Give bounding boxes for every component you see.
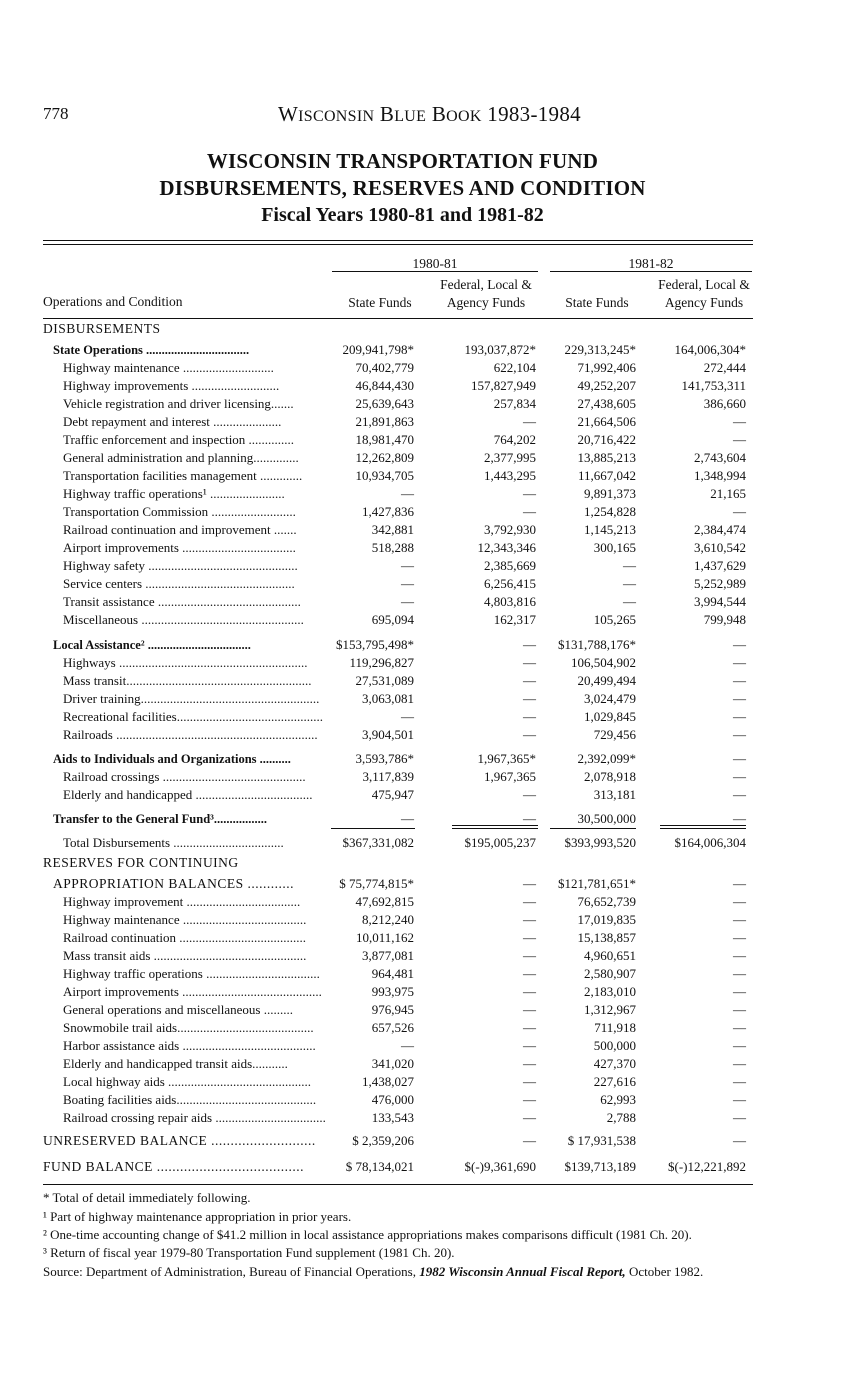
row-label: Highway improvements ........................... [63,378,280,393]
cell-c1: 695,094 [371,612,414,627]
cell-c3: 300,165 [593,540,636,555]
cell-c4: 2,384,474 [694,522,746,537]
cell-c1: 12,262,809 [355,450,414,465]
cell-c4: — [733,655,746,670]
cell-c2: 12,343,346 [477,540,536,555]
cell-c1: $153,795,498* [336,637,414,652]
table-row [0,593,859,611]
cell-c2: $(-)9,361,690 [464,1159,536,1174]
cell-c2: — [523,1133,536,1148]
cell-c4: — [733,673,746,688]
table-row [0,521,859,539]
cell-c1: $ 75,774,815* [339,876,414,891]
table-row [0,341,859,359]
cell-c1: 10,934,705 [355,468,414,483]
cell-c1: 3,593,786* [355,751,414,766]
cell-c4: — [733,1002,746,1017]
cell-c1: 3,904,501 [362,727,414,742]
row-label: Harbor assistance aids ......................................... [63,1038,316,1053]
cell-c3: 2,392,099* [577,751,636,766]
table-row [0,983,859,1001]
row-label: FUND BALANCE ...................................... [43,1159,305,1174]
cell-c4: — [733,769,746,784]
row-label: Local highway aids ............................................ [63,1074,312,1089]
table-row [0,359,859,377]
cell-c1: 518,288 [371,540,414,555]
col-header-federal-2: Federal, Local & Agency Funds [658,277,750,310]
cell-c3: $393,993,520 [564,835,636,850]
cell-c4: — [733,691,746,706]
cell-c1: — [401,486,414,501]
cell-c4: 3,610,542 [694,540,746,555]
cell-c2: — [523,655,536,670]
cell-c3: 76,652,739 [577,894,636,909]
cell-c3: — [623,594,636,609]
cell-c2: — [523,1110,536,1125]
cell-c2: 4,803,816 [484,594,536,609]
cell-c2: — [523,1002,536,1017]
cell-c3: 427,370 [593,1056,636,1071]
cell-c3: — [623,558,636,573]
cell-c4: — [733,637,746,652]
row-label: General administration and planning.............. [63,450,299,465]
cell-c3: — [623,576,636,591]
cell-c2: 193,037,872* [464,342,536,357]
table-row [0,1055,859,1073]
table-row [0,911,859,929]
table-row [0,1073,859,1091]
cell-c1: 25,639,643 [355,396,414,411]
cell-c3: 711,918 [594,1020,636,1035]
row-label: Railroad crossings ............................................ [63,769,306,784]
cell-c1: 3,117,839 [362,769,414,784]
cell-c2: — [523,637,536,652]
cell-c2: — [523,1074,536,1089]
row-label: Airport improvements ........................................... [63,984,322,999]
row-label: State Operations ................................. [53,343,250,357]
cell-c3: 49,252,207 [577,378,636,393]
header-rule [43,318,753,319]
row-label: Total Disbursements .................................. [63,835,284,850]
row-label: Highway safety .............................................. [63,558,298,573]
cell-c2: 2,377,995 [484,450,536,465]
cell-c4: — [733,1020,746,1035]
cell-c3: $ 17,931,538 [567,1133,636,1148]
table-row [0,875,859,893]
cell-c1: 47,692,815 [355,894,414,909]
row-label: Railroad crossing repair aids .................................. [63,1110,326,1125]
row-label: General operations and miscellaneous ......... [63,1002,293,1017]
section-disbursements: DISBURSEMENTS [43,321,161,336]
cell-c2: 1,967,365* [477,751,536,766]
cell-c4: — [733,811,746,826]
cell-c2: 162,317 [493,612,536,627]
cell-c1: 657,526 [371,1020,414,1035]
cell-c4: 799,948 [703,612,746,627]
cell-c3: 21,664,506 [577,414,636,429]
row-label: Boating facilities aids........................................... [63,1092,317,1107]
cell-c3: 729,456 [593,727,636,742]
document-title: WISCONSIN TRANSPORTATION FUND DISBURSEMENTS, RESERVES AND CONDITION Fiscal Years 1980-81 and 1981-82 [159,149,646,226]
total-underline [331,828,415,829]
year-header-1981-82: 1981-82 [628,256,674,271]
cell-c2: 157,827,949 [471,378,536,393]
cell-c1: 475,947 [371,787,414,802]
cell-c3: 71,992,406 [577,360,636,375]
row-label: Driver training....................................................... [63,691,320,706]
cell-c4: — [733,751,746,766]
cell-c2: 6,256,415 [484,576,536,591]
cell-c2: — [523,727,536,742]
cell-c2: — [523,486,536,501]
cell-c4: 141,753,311 [681,378,746,393]
cell-c2: — [523,930,536,945]
table-row [0,503,859,521]
cell-c4: — [733,1092,746,1107]
table-row [0,485,859,503]
cell-c2: — [523,691,536,706]
row-label: Airport improvements ................................... [63,540,296,555]
table-row [0,449,859,467]
cell-c3: 1,254,828 [584,504,636,519]
cell-c1: 3,877,081 [362,948,414,963]
row-label: Highway maintenance ............................ [63,360,274,375]
table-row [0,1132,859,1150]
cell-c3: 1,312,967 [584,1002,636,1017]
cell-c2: 257,834 [493,396,536,411]
page-number: 778 [43,104,69,123]
cell-c3: 2,580,907 [584,966,636,981]
row-label: Snowmobile trail aids.......................................... [63,1020,314,1035]
cell-c3: 227,616 [593,1074,636,1089]
cell-c1: 10,011,162 [355,930,414,945]
footnote-star: * Total of detail immediately following. [43,1190,251,1205]
table-row [0,1019,859,1037]
col-header-state-funds-1: State Funds [348,295,412,310]
cell-c2: — [523,984,536,999]
cell-c1: 119,296,827 [349,655,414,670]
cell-c2: — [523,787,536,802]
cell-c4: 1,348,994 [694,468,746,483]
cell-c1: 476,000 [371,1092,414,1107]
table-row [0,1158,859,1176]
table-row [0,965,859,983]
cell-c3: 30,500,000 [577,811,636,826]
total-underline [550,828,636,829]
cell-c4: $(-)12,221,892 [668,1159,746,1174]
row-label: Mass transit......................................................... [63,673,312,688]
cell-c4: — [733,912,746,927]
table-row [0,672,859,690]
cell-c3: 27,438,605 [577,396,636,411]
cell-c4: 1,437,629 [694,558,746,573]
cell-c2: — [523,709,536,724]
cell-c1: — [401,594,414,609]
row-label: Highway traffic operations ................................... [63,966,320,981]
table-row [0,1109,859,1127]
cell-c3: 62,993 [600,1092,636,1107]
row-label: Miscellaneous .................................................. [63,612,304,627]
table-row [0,575,859,593]
cell-c1: 993,975 [371,984,414,999]
cell-c1: — [401,576,414,591]
cell-c3: 2,183,010 [584,984,636,999]
cell-c3: 17,019,835 [577,912,636,927]
cell-c4: — [733,1056,746,1071]
row-label: Traffic enforcement and inspection .............. [63,432,295,447]
cell-c4: — [733,894,746,909]
cell-c1: $ 2,359,206 [352,1133,414,1148]
row-label: Highway maintenance ...................................... [63,912,307,927]
table-row [0,786,859,804]
cell-c3: 1,145,213 [584,522,636,537]
row-label: Mass transit aids ............................................... [63,948,307,963]
cell-c2: 3,792,930 [484,522,536,537]
table-row [0,947,859,965]
cell-c4: — [733,1110,746,1125]
cell-c3: 229,313,245* [564,342,636,357]
cell-c2: — [523,876,536,891]
cell-c3: 11,667,042 [577,468,636,483]
cell-c3: 20,716,422 [577,432,636,447]
total-underline [452,825,538,826]
table-row [0,1001,859,1019]
row-label: UNRESERVED BALANCE ........................... [43,1133,316,1148]
cell-c1: 964,481 [371,966,414,981]
cell-c2: — [523,504,536,519]
total-underline [660,828,746,829]
table-row [0,834,859,852]
row-label: Highways .......................................................... [63,655,308,670]
cell-c3: 106,504,902 [571,655,636,670]
table-row [0,611,859,629]
table-row [0,557,859,575]
cell-c4: — [733,984,746,999]
cell-c2: — [523,894,536,909]
top-double-rule-1 [43,240,753,241]
table-row [0,1037,859,1055]
cell-c4: 164,006,304* [674,342,746,357]
cell-c1: — [401,1038,414,1053]
cell-c4: — [733,787,746,802]
cell-c3: 3,024,479 [584,691,636,706]
table-row [0,690,859,708]
cell-c2: $195,005,237 [464,835,536,850]
cell-c4: — [733,948,746,963]
cell-c1: — [401,709,414,724]
cell-c2: — [523,1038,536,1053]
row-label: Transit assistance ............................................ [63,594,301,609]
col-header-operations: Operations and Condition [43,294,183,309]
table-row [0,636,859,654]
cell-c2: 2,385,669 [484,558,536,573]
cell-c3: 2,078,918 [584,769,636,784]
cell-c1: 209,941,798* [342,342,414,357]
row-label: Vehicle registration and driver licensing....... [63,396,294,411]
cell-c1: 70,402,779 [355,360,414,375]
cell-c3: 1,029,845 [584,709,636,724]
cell-c1: 46,844,430 [355,378,414,393]
row-label: Elderly and handicapped .................................... [63,787,313,802]
row-label: Aids to Individuals and Organizations .......... [53,752,291,766]
cell-c2: — [523,966,536,981]
cell-c1: 133,543 [371,1110,414,1125]
row-label: Railroad continuation ....................................... [63,930,307,945]
cell-c2: — [523,1020,536,1035]
year-rule-1981-82 [550,271,752,272]
cell-c4: 21,165 [710,486,746,501]
table-row [0,1091,859,1109]
table-row [0,539,859,557]
cell-c1: 18,981,470 [355,432,414,447]
cell-c1: 342,881 [371,522,414,537]
table-row [0,413,859,431]
cell-c1: 8,212,240 [362,912,414,927]
row-label: APPROPRIATION BALANCES ............ [53,876,295,891]
table-row [0,726,859,744]
table-row [0,377,859,395]
cell-c3: 20,499,494 [577,673,636,688]
total-underline [452,828,538,829]
cell-c2: — [523,673,536,688]
table-row [0,750,859,768]
table-row [0,431,859,449]
table-row [0,395,859,413]
cell-c4: — [733,930,746,945]
cell-c3: 313,181 [593,787,636,802]
cell-c3: 2,788 [606,1110,636,1125]
table-row [0,654,859,672]
cell-c3: $121,781,651* [558,876,636,891]
cell-c1: $367,331,082 [342,835,414,850]
row-label: Railroads .............................................................. [63,727,318,742]
cell-c2: 1,967,365 [484,769,536,784]
cell-c2: — [523,811,536,826]
bottom-rule [43,1184,753,1185]
cell-c2: — [523,912,536,927]
cell-c4: 386,660 [703,396,746,411]
cell-c4: — [733,876,746,891]
cell-c2: 622,104 [493,360,536,375]
table-row [0,467,859,485]
row-label: Railroad continuation and improvement ....... [63,522,297,537]
row-label: Recreational facilities............................................. [63,709,323,724]
table-row [0,708,859,726]
cell-c1: 976,945 [371,1002,414,1017]
cell-c2: 1,443,295 [484,468,536,483]
footnote-3: ³ Return of fiscal year 1979-80 Transportation Fund supplement (1981 Ch. 20). [43,1245,455,1260]
cell-c3: 13,885,213 [577,450,636,465]
footnote-1: ¹ Part of highway maintenance appropriation in prior years. [43,1209,352,1224]
col-header-federal-1: Federal, Local & Agency Funds [440,277,532,310]
cell-c4: — [733,504,746,519]
year-rule-1980-81 [332,271,538,272]
cell-c1: 3,063,081 [362,691,414,706]
row-label: Local Assistance² ................................. [53,638,251,652]
cell-c1: 341,020 [371,1056,414,1071]
cell-c1: — [401,811,414,826]
row-label: Highway improvement ................................... [63,894,301,909]
cell-c3: $131,788,176* [558,637,636,652]
book-title: WISCONSIN BLUE BOOK 1983-1984 [278,102,581,126]
cell-c1: 27,531,089 [355,673,414,688]
cell-c2: — [523,1092,536,1107]
cell-c4: — [733,966,746,981]
table-row [0,893,859,911]
row-label: Transfer to the General Fund³................. [53,812,268,826]
cell-c1: 1,438,027 [362,1074,414,1089]
row-label: Elderly and handicapped transit aids........... [63,1056,288,1071]
row-label: Debt repayment and interest ..................... [63,414,282,429]
cell-c4: 5,252,989 [694,576,746,591]
cell-c2: 764,202 [493,432,536,447]
cell-c2: — [523,948,536,963]
footnote-2: ² One-time accounting change of $41.2 million in local assistance appropriations makes comparisons difficult (1981 Ch. 20). [43,1227,692,1242]
top-double-rule-2 [43,244,753,245]
cell-c3: 9,891,373 [584,486,636,501]
cell-c4: 3,994,544 [694,594,746,609]
section-reserves: RESERVES FOR CONTINUING [43,855,239,870]
cell-c3: 105,265 [593,612,636,627]
row-label: Service centers .............................................. [63,576,295,591]
row-label: Transportation Commission .......................... [63,504,296,519]
cell-c4: $164,006,304 [674,835,746,850]
cell-c4: 2,743,604 [694,450,746,465]
cell-c4: — [733,1074,746,1089]
cell-c2: — [523,1056,536,1071]
source-note: Source: Department of Administration, Bureau of Financial Operations, 1982 Wisconsin Annual Fiscal Report, October 1982. [43,1264,704,1279]
cell-c4: — [733,1133,746,1148]
cell-c3: 4,960,651 [584,948,636,963]
cell-c4: — [733,432,746,447]
total-underline [660,825,746,826]
cell-c1: — [401,558,414,573]
cell-c4: — [733,1038,746,1053]
cell-c1: 1,427,836 [362,504,414,519]
cell-c3: 500,000 [593,1038,636,1053]
cell-c4: — [733,727,746,742]
cell-c2: — [523,414,536,429]
cell-c4: — [733,414,746,429]
table-row [0,768,859,786]
row-label: Transportation facilities management ............. [63,468,303,483]
cell-c4: 272,444 [703,360,746,375]
cell-c4: — [733,709,746,724]
table-row [0,929,859,947]
col-header-state-funds-2: State Funds [565,295,629,310]
row-label: Highway traffic operations¹ ....................... [63,486,285,501]
cell-c1: 21,891,863 [355,414,414,429]
cell-c3: 15,138,857 [577,930,636,945]
cell-c1: $ 78,134,021 [345,1159,414,1174]
year-header-1980-81: 1980-81 [412,256,458,271]
cell-c3: $139,713,189 [564,1159,636,1174]
